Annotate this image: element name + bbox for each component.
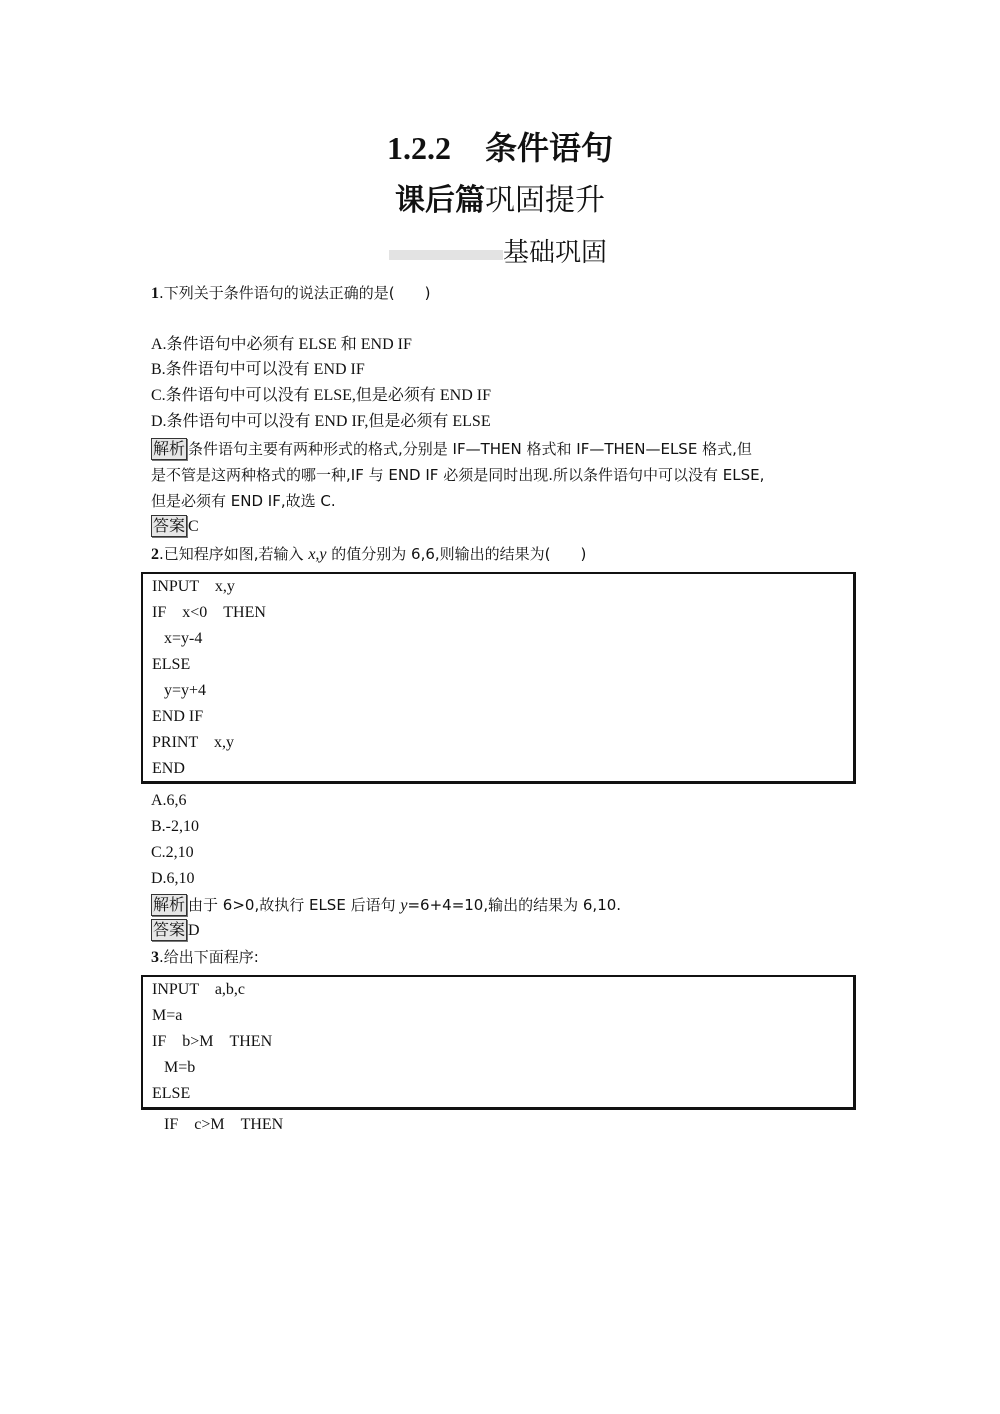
question-number: 2 xyxy=(151,546,159,563)
question-1-stem: 1.下列关于条件语句的说法正确的是( ) xyxy=(151,284,431,302)
question-number: 3 xyxy=(151,949,159,966)
answer-value: D xyxy=(188,922,200,939)
question-1-analysis-line-1: 解析 条件语句主要有两种形式的格式,分别是 IF—THEN 格式和 IF—THEN—ELSE 格式,但 xyxy=(153,439,752,458)
section-number: 1.2.2 xyxy=(386,130,451,166)
answer-value: C xyxy=(188,518,199,535)
code-line: x=y-4 xyxy=(152,630,203,647)
question-1-answer xyxy=(151,514,199,540)
code-line: INPUT x,y xyxy=(152,578,235,595)
question-2-analysis: 解析 由于 6>0,故执行 ELSE 后语句 y=6+4=10,输出的结果为 6,10. xyxy=(153,895,622,914)
question-1-analysis-line-2: 是不管是这两种格式的哪一种,IF 与 END IF 必须是同时出现.所以条件语句中可以没有 ELSE, xyxy=(151,466,765,484)
question-number: 1 xyxy=(151,285,159,302)
section-divider-bar xyxy=(389,250,503,260)
page-title xyxy=(0,128,1000,168)
question-2-option-d: D.6,10 xyxy=(151,870,195,887)
question-1-option-b: B.条件语句中可以没有 END IF xyxy=(151,361,365,378)
code-line: IF x<0 THEN xyxy=(152,604,266,621)
question-2-option-c: C.2,10 xyxy=(151,844,194,861)
code-line: y=y+4 xyxy=(152,682,207,699)
code-line: INPUT a,b,c xyxy=(152,981,246,998)
question-1-analysis-line-3: 但是必须有 END IF,故选 C. xyxy=(151,492,336,510)
code-line: END IF xyxy=(152,708,204,725)
code-line: END xyxy=(152,760,185,777)
question-2-code-box xyxy=(141,572,856,784)
part-title: 基础巩固 xyxy=(503,238,608,268)
subtitle-light: 巩固提升 xyxy=(485,183,605,218)
question-3-stem: 3.给出下面程序: xyxy=(151,948,259,966)
question-1-option-d: D.条件语句中可以没有 END IF,但是必须有 ELSE xyxy=(151,413,491,430)
question-3-code-continued: IF c>M THEN xyxy=(152,1116,284,1133)
question-2-option-a: A.6,6 xyxy=(151,792,187,809)
code-line: ELSE xyxy=(152,656,191,673)
question-2-stem: 2.已知程序如图,若输入 x,y 的值分别为 6,6,则输出的结果为( ) xyxy=(151,545,587,563)
code-line: PRINT x,y xyxy=(152,734,234,751)
question-2-option-b: B.-2,10 xyxy=(151,818,199,835)
answer-label: 答案 xyxy=(153,516,186,535)
analysis-label: 解析 xyxy=(153,439,186,458)
code-line: IF b>M THEN xyxy=(152,1033,273,1050)
page-subtitle xyxy=(0,182,1000,220)
question-1-option-c: C.条件语句中可以没有 ELSE,但是必须有 END IF xyxy=(151,387,492,404)
question-3-code-box xyxy=(141,975,856,1110)
analysis-label: 解析 xyxy=(153,895,186,914)
subtitle-bold: 课后篇 xyxy=(395,183,485,218)
question-1-option-a: A.条件语句中必须有 ELSE 和 END IF xyxy=(151,336,412,353)
code-line: M=b xyxy=(152,1059,196,1076)
question-2-answer xyxy=(151,918,200,944)
code-line: ELSE xyxy=(152,1085,191,1102)
code-line: M=a xyxy=(152,1007,183,1024)
answer-label: 答案 xyxy=(153,920,186,939)
section-title: 条件语句 xyxy=(484,129,613,167)
